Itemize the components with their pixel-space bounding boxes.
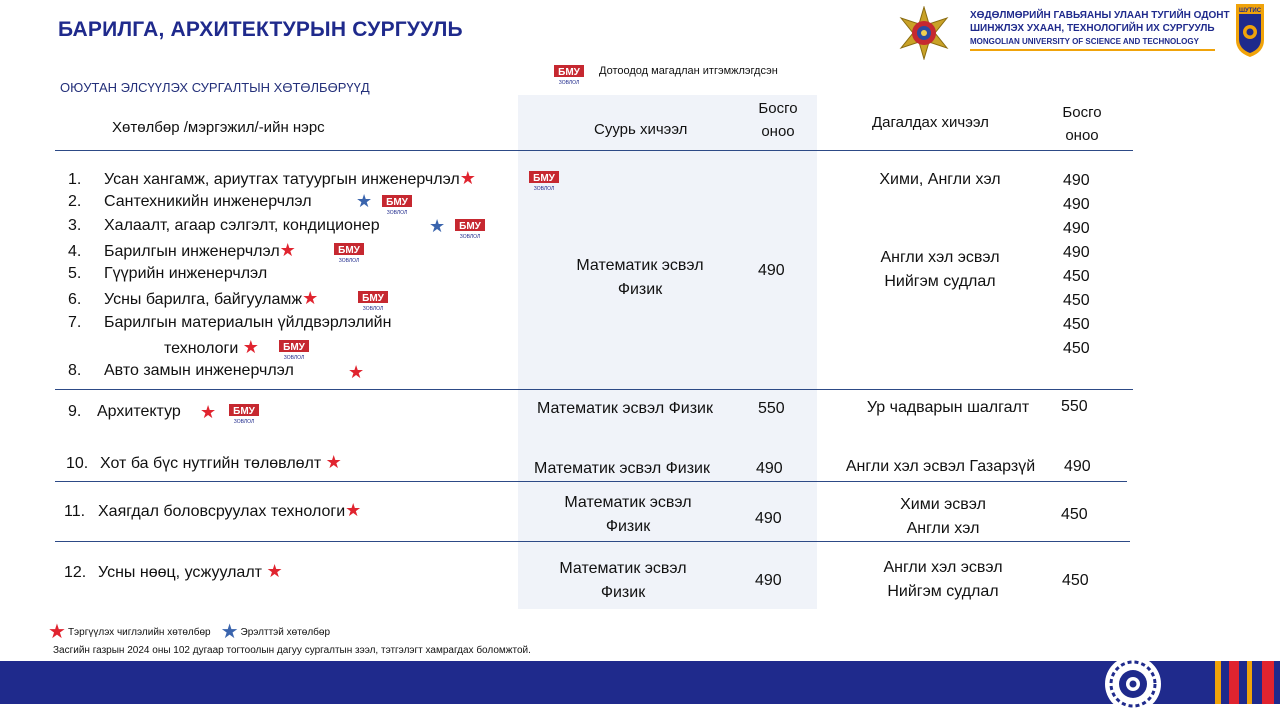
group1-core-line1: Математик эсвэл [576, 257, 704, 274]
footer-stripe-orange [1215, 661, 1221, 704]
svg-text:ЗОВЛОЛ: ЗОВЛОЛ [362, 306, 384, 311]
program-name: Авто замын инженерчлэл [104, 362, 294, 379]
program-num: 3. [68, 217, 82, 234]
program-row-4 [68, 241, 296, 261]
university-shield-icon [1234, 2, 1266, 63]
accreditation-logo-icon [332, 241, 366, 268]
program-name-cont: технологи [164, 340, 239, 357]
accreditation-logo-icon [453, 217, 487, 244]
program-name: Усны нөөц, усжуулалт [98, 564, 262, 581]
red-star-icon: ★ [302, 288, 319, 308]
row12-threshold1: 490 [755, 572, 782, 589]
col-elective-header: Дагалдах хичээл [872, 114, 989, 131]
order-medal-icon [897, 6, 951, 65]
program-num: 10. [66, 455, 89, 472]
threshold2-score: 450 [1063, 316, 1090, 333]
row12-threshold2: 450 [1062, 572, 1089, 589]
row11-divider [55, 541, 1130, 542]
row9-elective: Ур чадварын шалгалт [866, 399, 1030, 416]
program-row-1 [68, 169, 476, 189]
page-title: БАРИЛГА, АРХИТЕКТУРЫН СУРГУУЛЬ [58, 18, 463, 41]
program-name: Хот ба бүс нутгийн төлөвлөлт [100, 455, 322, 472]
accreditation-note: Дотоодод магадлан итгэмжлэгдсэн [599, 65, 778, 77]
group1-core-subject [545, 254, 735, 302]
svg-text:ЗОВЛОЛ: ЗОВЛОЛ [386, 210, 408, 215]
university-name-line2: ШИНЖЛЭХ УХААН, ТЕХНОЛОГИЙН ИХ СУРГУУЛЬ [970, 23, 1215, 34]
accreditation-logo-icon [552, 63, 586, 90]
accreditation-logo-icon [356, 289, 390, 316]
program-row-12 [64, 562, 283, 582]
program-row-7-cont [164, 338, 259, 358]
row9-threshold1: 550 [758, 400, 785, 417]
col-threshold1-line2: оноо [761, 123, 795, 140]
accreditation-logo-icon [277, 338, 311, 365]
red-star-icon: ★ [48, 621, 66, 643]
svg-text:ЗОВЛОЛ: ЗОВЛОЛ [558, 80, 580, 85]
footer-stripe-red [1262, 661, 1274, 704]
threshold2-score: 490 [1063, 172, 1090, 189]
university-name-line1: ХӨДӨЛМӨРИЙН ГАВЬЯАНЫ УЛААН ТУГИЙН ОДОНТ [970, 10, 1230, 21]
row10-threshold1: 490 [756, 460, 783, 477]
program-num: 1. [68, 171, 82, 188]
program-name: Архитектур [97, 403, 181, 420]
program-row-9 [68, 403, 181, 421]
threshold2-score: 490 [1063, 244, 1090, 261]
shield-label: ШУТИС [1238, 8, 1262, 14]
col-threshold2-line1: Босго [1062, 104, 1102, 121]
program-row-10 [66, 453, 342, 473]
program-name: Барилгын инженерчлэл [104, 243, 280, 260]
program-num: 2. [68, 193, 82, 210]
row11-core [533, 491, 723, 539]
group1-threshold1: 490 [758, 262, 785, 279]
red-star-icon: ★ [345, 500, 362, 520]
row12-elective [848, 556, 1038, 604]
accreditation-logo-icon [227, 402, 261, 429]
legend-blue-star-label: Эрэлттэй хөтөлбөр [240, 626, 331, 638]
threshold2-score: 450 [1063, 268, 1090, 285]
program-row-7 [68, 314, 391, 332]
program-num: 12. [64, 564, 87, 581]
program-row-3 [68, 217, 380, 235]
program-row-8 [68, 362, 294, 380]
red-star-icon: ★ [200, 402, 217, 422]
col-core-header: Суурь хичээл [594, 121, 688, 138]
threshold2-score: 490 [1063, 220, 1090, 237]
group1-elective-line2: Нийгэм судлал [884, 273, 996, 290]
svg-text:ЗОВЛОЛ: ЗОВЛОЛ [533, 186, 555, 191]
group1-core-line2: Физик [617, 281, 663, 298]
red-star-icon: ★ [279, 240, 296, 260]
program-name: Барилгын материалын үйлдвэрлэлийн [104, 314, 392, 331]
row11-threshold2: 450 [1061, 506, 1088, 523]
red-star-icon: ★ [266, 561, 283, 581]
svg-text:ЗОВЛОЛ: ЗОВЛОЛ [338, 258, 360, 263]
blue-star-icon: ★ [220, 621, 239, 643]
program-row-5 [68, 265, 267, 283]
legend [48, 622, 330, 642]
program-name: Хаягдал боловсруулах технологи [98, 503, 346, 520]
program-num: 7. [68, 314, 82, 331]
program-num: 5. [68, 265, 82, 282]
row11-core-line2: Физик [605, 518, 651, 535]
row9-threshold2: 550 [1061, 398, 1088, 415]
university-name [970, 9, 1230, 48]
col-program-header: Хөтөлбөр /мэргэжил/-ийн нэрс [112, 119, 325, 136]
row12-elective-line2: Нийгэм судлал [887, 583, 999, 600]
row9-core: Математик эсвэл Физик [537, 400, 713, 417]
row11-threshold1: 490 [755, 510, 782, 527]
row12-core [528, 557, 718, 605]
legend-red-star-label: Тэргүүлэх чиглэлийн хөтөлбөр [67, 626, 211, 638]
row11-elective-line2: Англи хэл [906, 520, 980, 537]
blue-star-icon: ★ [356, 191, 373, 211]
section-subtitle: ОЮУТАН ЭЛСҮҮЛЭХ СУРГАЛТЫН ХӨТӨЛБӨРҮҮД [60, 80, 370, 95]
header-divider [55, 150, 1133, 151]
col-threshold2-header [1052, 101, 1112, 147]
row11-elective [848, 493, 1038, 541]
svg-text:БМУ: БМУ [338, 245, 360, 256]
program-num: 9. [68, 403, 82, 420]
threshold2-score: 490 [1063, 196, 1090, 213]
red-star-icon: ★ [325, 452, 342, 472]
red-star-icon: ★ [242, 337, 259, 357]
program-name: Халаалт, агаар сэлгэлт, кондиционер [104, 217, 380, 234]
svg-text:ЗОВЛОЛ: ЗОВЛОЛ [233, 419, 255, 424]
row12-core-line1: Математик эсвэл [559, 560, 687, 577]
footer-band [0, 661, 1280, 704]
row10-divider [55, 481, 1127, 482]
program-row-2 [68, 193, 312, 211]
svg-text:БМУ: БМУ [533, 173, 555, 184]
svg-text:ЗОВЛОЛ: ЗОВЛОЛ [459, 234, 481, 239]
program-name: Усан хангамж, ариутгах татуургын инженерчлэл [104, 171, 460, 188]
col-threshold1-line1: Босго [758, 100, 798, 117]
footer-emblem-icon [1097, 655, 1169, 718]
program-num: 6. [68, 291, 82, 308]
group1-elective [845, 246, 1035, 294]
program-name: Сантехникийн инженерчлэл [104, 193, 312, 210]
accreditation-logo-icon [527, 169, 561, 196]
footnote: Засгийн газрын 2024 оны 102 дугаар тогтоолын дагуу сургалтын зээл, тэтгэлэгт хамрагдах боломжтой. [53, 645, 531, 656]
university-name-line3: MONGOLIAN UNIVERSITY OF SCIENCE AND TECHNOLOGY [970, 37, 1199, 46]
col-threshold1-header [748, 97, 808, 143]
program-num: 4. [68, 243, 82, 260]
header-accent-line [970, 49, 1215, 51]
footer-stripe-orange [1247, 661, 1252, 704]
row12-core-line2: Физик [600, 584, 646, 601]
row10-threshold2: 490 [1064, 458, 1091, 475]
program-name: Усны барилга, байгууламж [104, 291, 303, 308]
group1-elective-top: Хими, Англи хэл [879, 171, 1001, 188]
program-row-6 [68, 289, 318, 309]
svg-text:БМУ: БМУ [386, 197, 408, 208]
threshold2-score: 450 [1063, 292, 1090, 309]
program-num: 11. [64, 503, 86, 520]
row11-core-line1: Математик эсвэл [564, 494, 692, 511]
program-name: Гүүрийн инженерчлэл [104, 265, 268, 282]
red-star-icon: ★ [348, 362, 365, 382]
svg-text:БМУ: БМУ [233, 406, 255, 417]
blue-star-icon: ★ [429, 216, 446, 236]
row12-elective-line1: Англи хэл эсвэл [883, 559, 1003, 576]
program-num: 8. [68, 362, 82, 379]
svg-text:БМУ: БМУ [362, 293, 384, 304]
footer-stripe-red [1229, 661, 1239, 704]
svg-text:ЗОВЛОЛ: ЗОВЛОЛ [283, 355, 305, 360]
row10-core: Математик эсвэл Физик [534, 460, 710, 477]
group1-elective-line1: Англи хэл эсвэл [880, 249, 1000, 266]
col-threshold2-line2: оноо [1065, 127, 1099, 144]
threshold2-score: 450 [1063, 340, 1090, 357]
red-star-icon: ★ [459, 168, 476, 188]
svg-text:БМУ: БМУ [459, 221, 481, 232]
group1-divider [55, 389, 1133, 390]
program-row-11 [64, 501, 361, 521]
svg-text:БМУ: БМУ [283, 342, 305, 353]
row11-elective-line1: Хими эсвэл [900, 496, 986, 513]
svg-text:БМУ: БМУ [558, 67, 580, 78]
row10-elective: Англи хэл эсвэл Газарзүй [845, 458, 1036, 475]
accreditation-logo-icon [380, 193, 414, 220]
